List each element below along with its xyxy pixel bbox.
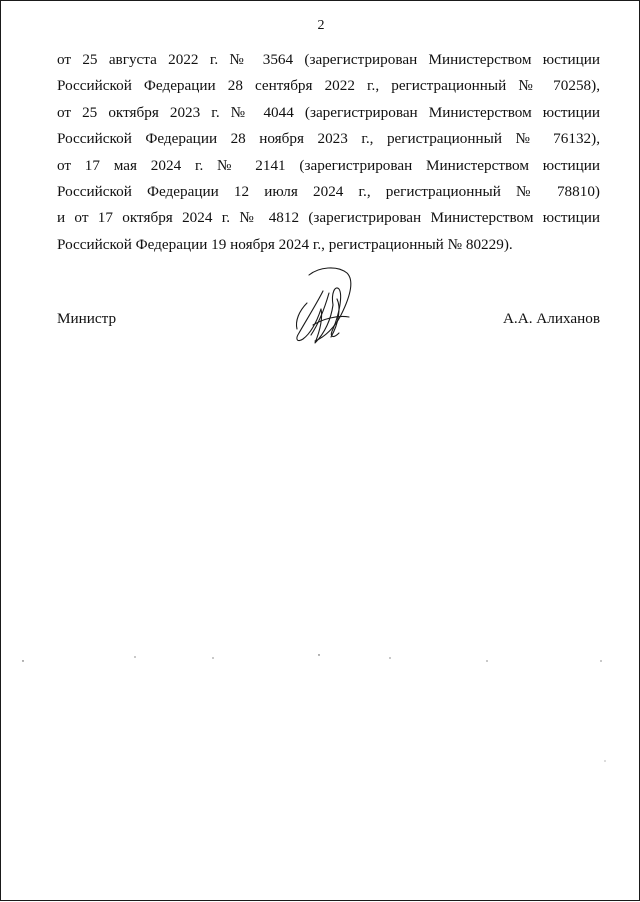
paragraph-line: от 17 мая 2024 г. № 2141 (зарегистрирован Министерством юстиции <box>57 156 600 174</box>
paragraph-line: от 25 августа 2022 г. № 3564 (зарегистрирован Министерством юстиции <box>57 51 600 68</box>
signer-name: А.А. Алиханов <box>502 310 600 327</box>
paragraph-line: Российской Федерации 19 ноября 2024 г., регистрационный № 80229). <box>57 235 513 253</box>
paragraph-line: Российской Федерации 28 сентября 2022 г., регистрационный № 70258), <box>57 77 600 95</box>
paragraph-line: Российской Федерации 28 ноября 2023 г., регистрационный № 76132), <box>57 130 600 148</box>
page-number: 2 <box>317 18 325 33</box>
signature-icon <box>289 263 359 349</box>
signer-title: Министр <box>57 310 117 327</box>
paragraph-line: Российской Федерации 12 июля 2024 г., регистрационный № 78810) <box>57 182 600 200</box>
paragraph-line: от 25 октября 2023 г. № 4044 (зарегистрирован Министерством юстиции <box>57 103 600 121</box>
paragraph-line: и от 17 октября 2024 г. № 4812 (зарегистрирован Министерством юстиции <box>57 209 600 227</box>
body-paragraph <box>57 47 600 258</box>
